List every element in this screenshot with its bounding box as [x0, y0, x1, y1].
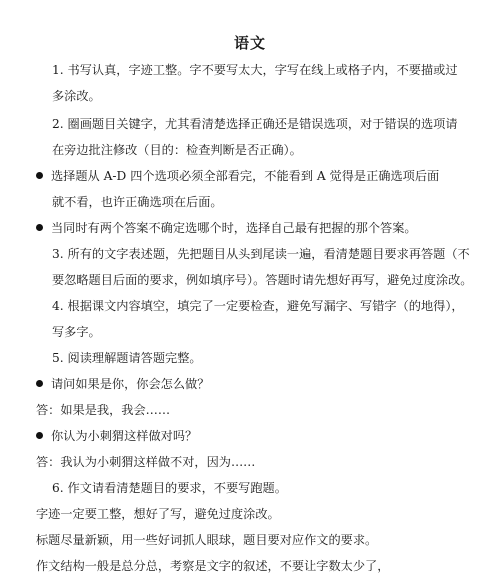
- bullet-icon: [36, 380, 43, 387]
- text-line: 2. 圈画题目关键字，尤其看清楚选择正确还是错误选项，对于错误的选项请: [52, 117, 458, 131]
- text-line: 标题尽量新颖，用一些好词抓人眼球，题目要对应作文的要求。: [36, 533, 378, 547]
- bullet-text: 选择题从 A-D 四个选项必须全部看完，不能看到 A 觉得是正确选项后面: [51, 169, 440, 183]
- bullet-icon: [36, 224, 43, 231]
- bullet-text: 当同时有两个答案不确定选哪个时，选择自己最有把握的那个答案。: [51, 221, 417, 235]
- text-line: 就不看，也许正确选项在后面。: [52, 195, 223, 209]
- text-line: 6. 作文请看清楚题目的要求，不要写跑题。: [52, 481, 287, 495]
- text-line: 答：如果是我，我会……: [36, 403, 171, 417]
- text-line: 在旁边批注修改（目的：检查判断是否正确）。: [52, 143, 302, 157]
- text-line: 答：我认为小刺猬这样做不对，因为……: [36, 455, 256, 469]
- text-line: 要忽略题目后面的要求，例如填序号）。答题时请先想好再写，避免过度涂改。: [52, 273, 473, 287]
- text-line: 4. 根据课文内容填空，填完了一定要检查，避免写漏字、写错字（的地得），: [52, 299, 464, 313]
- bullet-icon: [36, 432, 43, 439]
- text-line: 1. 书写认真，字迹工整。字不要写太大，字写在线上或格子内，不要描或过: [52, 63, 458, 77]
- text-line: 多涂改。: [52, 89, 101, 103]
- bullet-item: [36, 428, 466, 444]
- bullet-item: [36, 168, 466, 184]
- bullet-item: [36, 220, 466, 236]
- bullet-item: [36, 376, 466, 392]
- text-line: 写多字。: [52, 325, 101, 339]
- bullet-icon: [36, 172, 43, 179]
- text-line: 作文结构一般是总分总，考察是文字的叙述，不要让字数太少了，: [36, 559, 390, 573]
- text-line: 5. 阅读理解题请答题完整。: [52, 351, 202, 365]
- text-line: 字迹一定要工整，想好了写，避免过度涂改。: [36, 507, 280, 521]
- bullet-text: 请问如果是你，你会怎么做？: [51, 377, 210, 391]
- page-title: 语文: [233, 34, 266, 52]
- bullet-text: 你认为小刺猬这样做对吗？: [51, 429, 198, 443]
- text-line: 3. 所有的文字表述题，先把题目从头到尾读一遍，看清楚题目要求再答题（不: [52, 247, 470, 261]
